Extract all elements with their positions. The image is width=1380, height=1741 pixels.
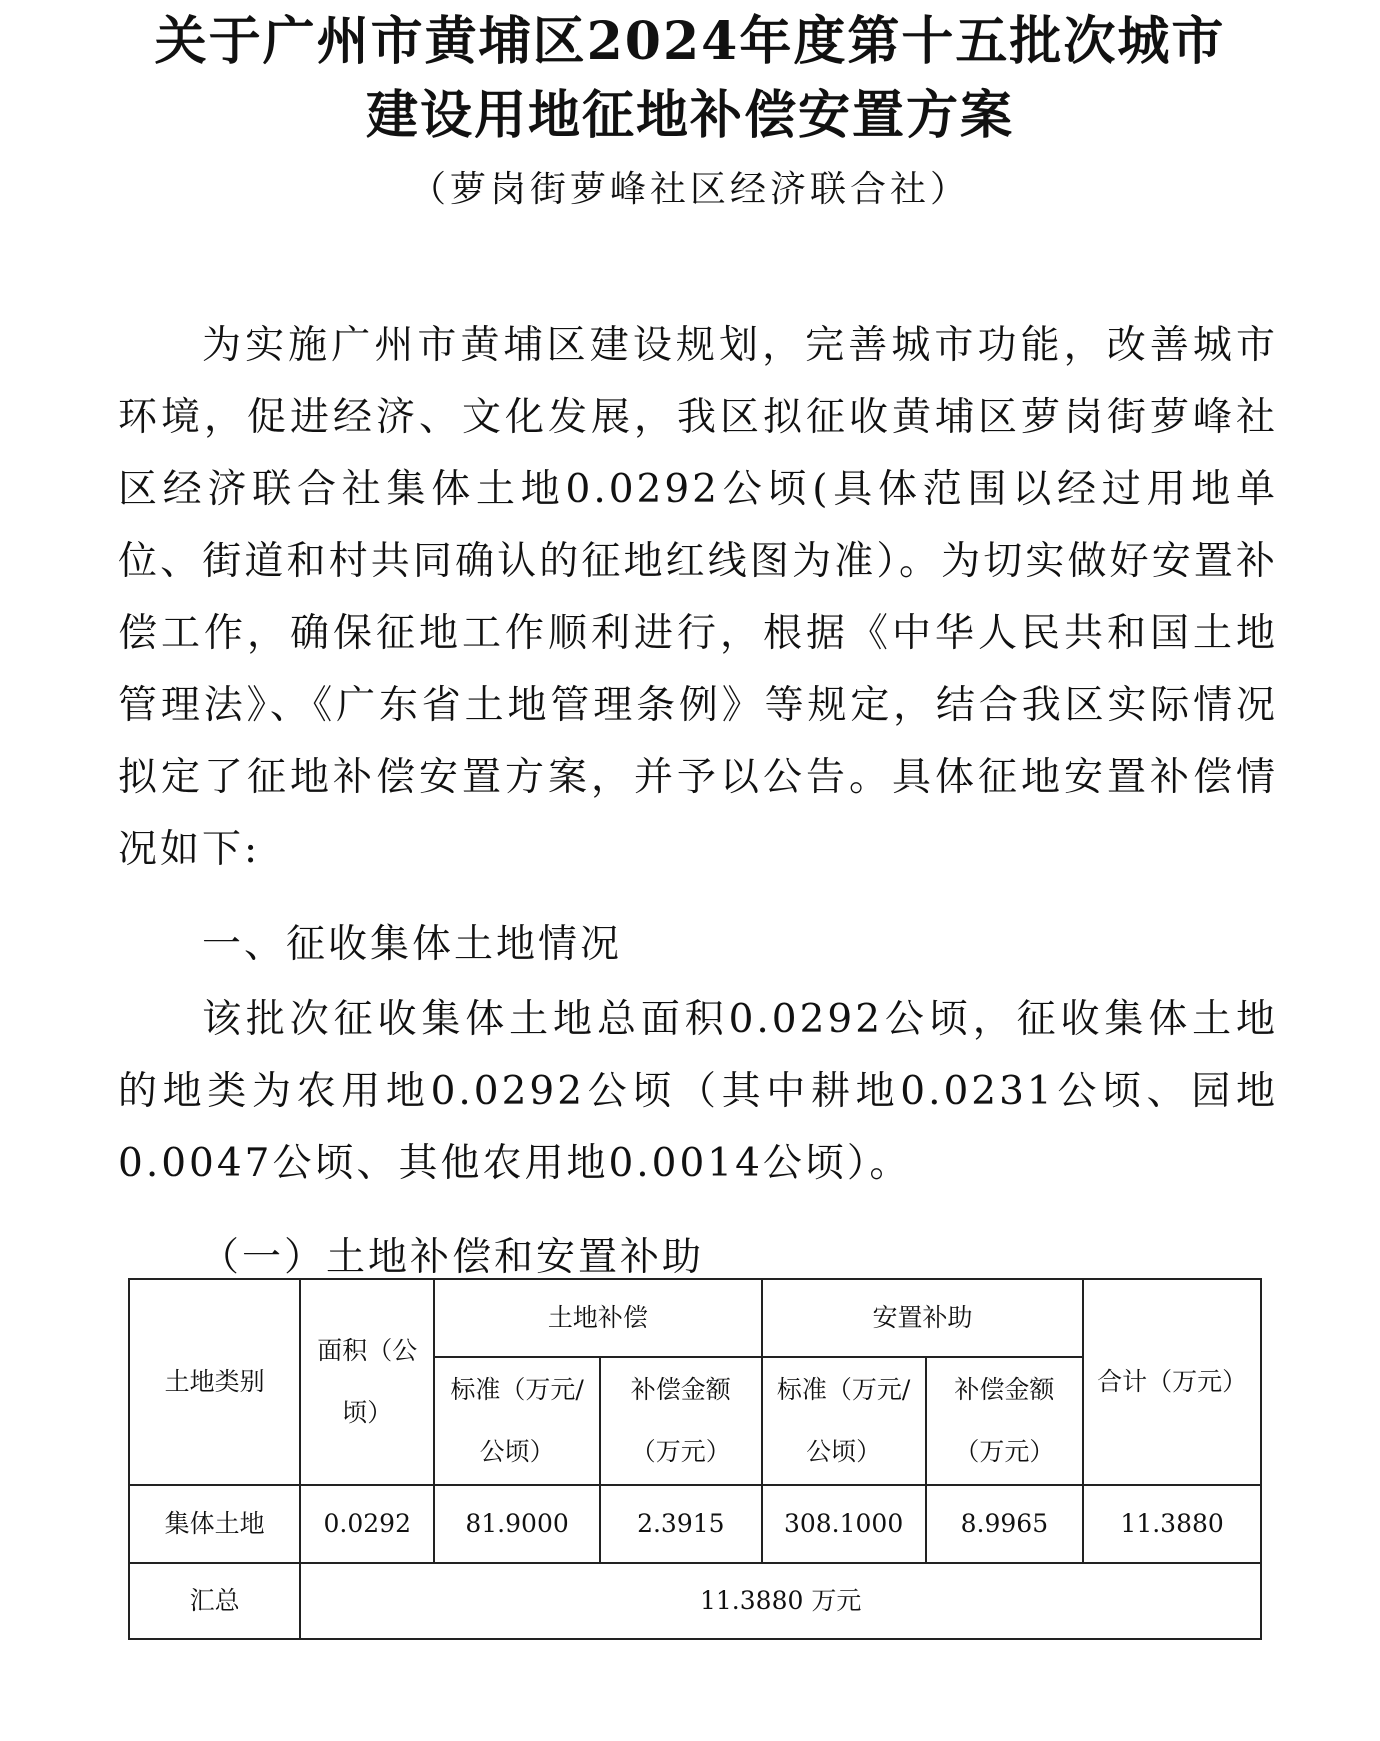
section1-heading: 一、征收集体土地情况	[202, 922, 623, 967]
section1-paragraph: 该批次征收集体土地总面积0.0292公顷，征收集体土地的地类为农用地0.0292公顷（其中耕地0.0231公顷、园地0.0047公顷、其他农用地0.0014公顷）。	[118, 997, 1278, 1186]
header-area-line2: 顷）	[342, 1398, 393, 1427]
header-resettle-standard-line2: 公顷）	[806, 1437, 882, 1466]
header-resettlement-subsidy: 安置补助	[762, 1279, 1084, 1357]
header-resettle-standard-line1: 标准（万元/	[776, 1375, 911, 1404]
row-land-type: 集体土地	[129, 1485, 300, 1563]
header-land-compensation: 土地补偿	[434, 1279, 761, 1357]
document-title-line2: 建设用地征地补偿安置方案	[365, 85, 1014, 146]
summary-label: 汇总	[129, 1563, 300, 1639]
header-resettle-amount-line2: （万元）	[954, 1437, 1055, 1466]
header-land-standard	[434, 1357, 600, 1485]
header-land-amount	[600, 1357, 762, 1485]
intro-paragraph: 为实施广州市黄埔区建设规划，完善城市功能，改善城市环境，促进经济、文化发展，我区拟征收黄埔区萝岗街萝峰社区经济联合社集体土地0.0292公顷(具体范围以经过用地单位、街道和村共同确认的征地红线图为准）。为切实做好安置补偿工作，确保征地工作顺利进行，根据《中华人民共和国土地管理法》、《广东省土地管理条例》等规定，结合我区实际情况拟定了征地补偿安置方案，并予以公告。具体征地安置补偿情况如下:	[118, 323, 1278, 872]
table-row	[129, 1485, 1261, 1563]
summary-value: 11.3880 万元	[300, 1563, 1261, 1639]
row-land-amount: 2.3915	[600, 1485, 762, 1563]
subsection1-heading: （一）土地补偿和安置补助	[200, 1235, 705, 1280]
header-land-standard-line2: 公顷）	[479, 1437, 555, 1466]
header-total: 合计（万元）	[1083, 1279, 1261, 1485]
header-land-amount-line1: 补偿金额	[630, 1375, 731, 1404]
header-land-type: 土地类别	[129, 1279, 300, 1485]
header-land-amount-line2: （万元）	[630, 1437, 731, 1466]
header-resettle-amount-line1: 补偿金额	[954, 1375, 1055, 1404]
row-area: 0.0292	[300, 1485, 434, 1563]
compensation-table	[128, 1278, 1262, 1640]
table-summary-row	[129, 1563, 1261, 1639]
header-area-line1: 面积（公	[317, 1336, 418, 1365]
header-area	[300, 1279, 434, 1485]
table-header-row-1	[129, 1279, 1261, 1357]
document-subtitle: （萝岗街萝峰社区经济联合社）	[409, 169, 970, 210]
row-land-standard: 81.9000	[434, 1485, 600, 1563]
header-land-standard-line1: 标准（万元/	[450, 1375, 584, 1404]
header-resettle-amount	[926, 1357, 1084, 1485]
document-title-line1: 关于广州市黄埔区2024年度第十五批次城市	[154, 11, 1226, 72]
header-resettle-standard	[762, 1357, 926, 1485]
row-total: 11.3880	[1083, 1485, 1261, 1563]
row-resettle-amount: 8.9965	[926, 1485, 1084, 1563]
row-resettle-standard: 308.1000	[762, 1485, 926, 1563]
